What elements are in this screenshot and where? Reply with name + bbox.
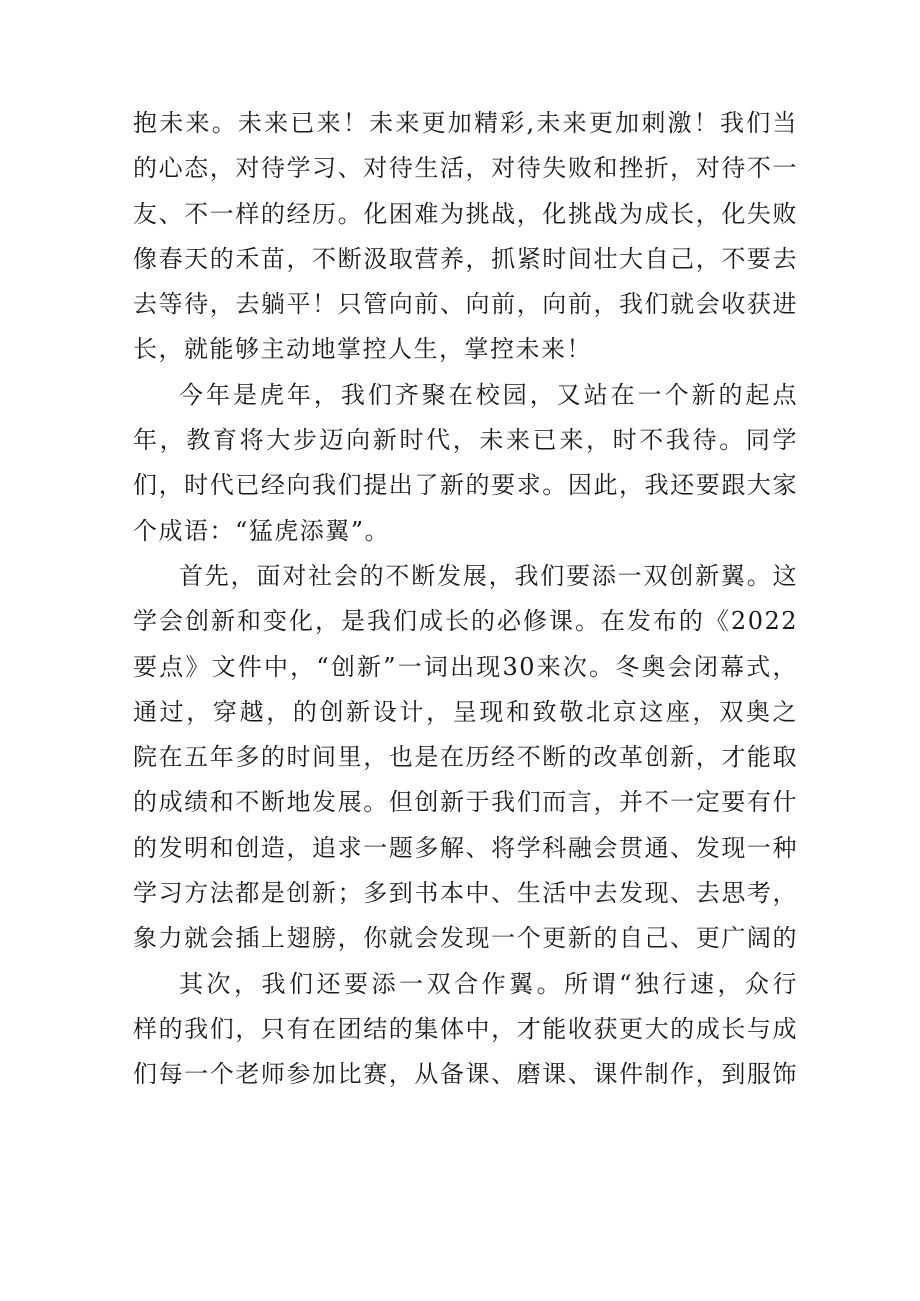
text-line: 样的我们，只有在团结的集体中，才能收获更大的成长与成 — [133, 1014, 798, 1043]
document-body — [133, 101, 798, 1098]
paragraph-first-line: 今年是虎年，我们齐聚在校园，又站在一个新的起点 — [179, 380, 798, 409]
text-line: 去等待，去躺平！只管向前、向前，向前，我们就会收获进 — [133, 290, 798, 319]
text-line: 的成绩和不断地发展。但创新于我们而言，并不一定要有什 — [133, 788, 798, 817]
text-line: 友、不一样的经历。化困难为挑战，化挑战为成长，化失败 — [133, 199, 798, 228]
text-line: 象力就会插上翅膀，你就会发现一个更新的自己、更广阔的 — [133, 924, 798, 953]
text-line: 的心态，对待学习、对待生活，对待失败和挫折，对待不一 — [133, 154, 798, 183]
paragraph-first-line: 其次，我们还要添一双合作翼。所谓“独行速，众行 — [179, 969, 798, 998]
text-line: 个成语：“猛虎添翼”。 — [133, 516, 391, 545]
text-line: 通过，穿越，的创新设计，呈现和致敬北京这座，双奥之 — [133, 697, 798, 726]
text-line: 要点》文件中，“创新”一词出现30来次。冬奥会闭幕式， — [133, 652, 798, 681]
text-line: 年，教育将大步迈向新时代，未来已来，时不我待。同学 — [133, 426, 798, 455]
text-line: 学会创新和变化，是我们成长的必修课。在发布的《2022 — [133, 607, 798, 636]
paragraph-first-line: 首先，面对社会的不断发展，我们要添一双创新翼。这 — [179, 561, 798, 590]
text-line: 抱未来。未来已来！未来更加精彩,未来更加刺激！我们当 — [133, 109, 798, 137]
text-line: 们每一个老师参加比赛，从备课、磨课、课件制作，到服饰 — [133, 1060, 798, 1089]
text-line: 院在五年多的时间里，也是在历经不断的改革创新，才能取 — [133, 743, 798, 772]
text-line: 的发明和创造，追求一题多解、将学科融会贯通、发现一种 — [133, 833, 798, 862]
text-line: 长，就能够主动地掌控人生，掌控未来！ — [133, 335, 592, 364]
text-line: 们，时代已经向我们提出了新的要求。因此，我还要跟大家 — [133, 471, 798, 500]
text-line: 像春天的禾苗，不断汲取营养，抓紧时间壮大自己，不要去 — [133, 244, 798, 273]
text-line: 学习方法都是创新；多到书本中、生活中去发现、去思考， — [133, 879, 798, 908]
